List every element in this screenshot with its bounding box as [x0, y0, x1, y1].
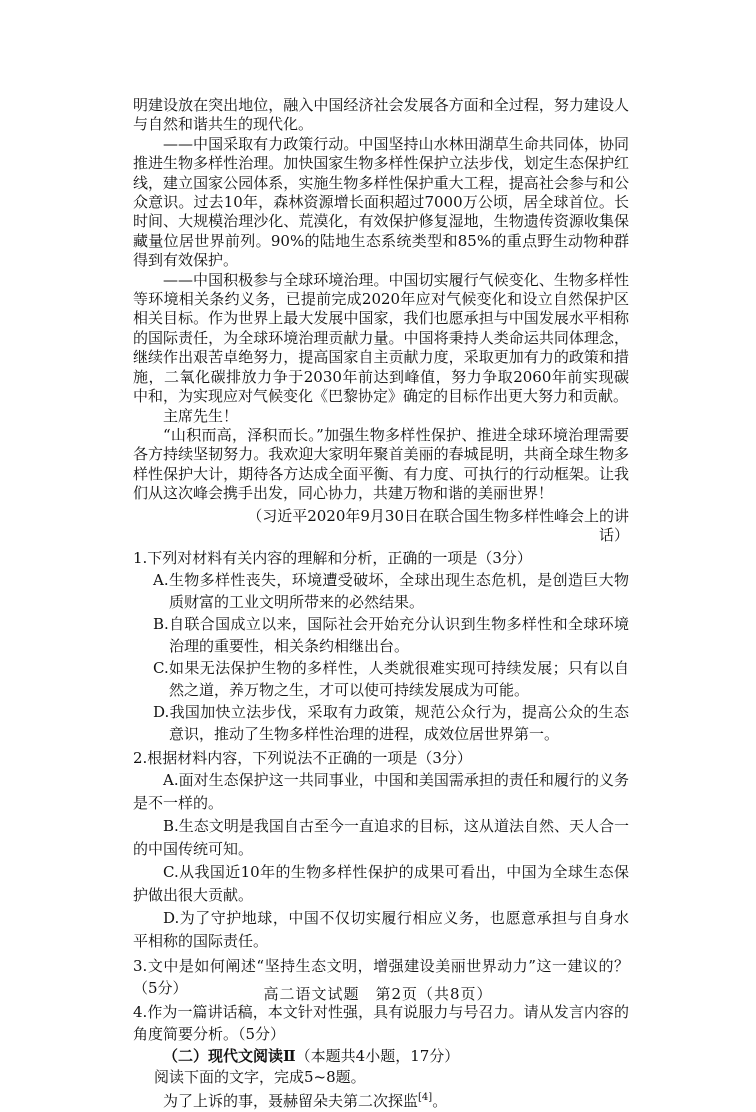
section-2-title: （二）现代文阅读Ⅱ — [163, 1047, 296, 1066]
question-3-stem: 3.文中是如何阐述“坚持生态文明，增强建设美丽世界动力”这一建议的？（5分） — [133, 957, 629, 998]
question-4-stem: 4.作为一篇讲话稿，本文针对性强，具有说服力与号召力。请从发言内容的角度简要分析。（5分） — [133, 1003, 629, 1044]
question-2-option-d: D.为了守护地球，中国不仅切实履行相应义务，也愿意承担与自身水平相称的国际责任。 — [133, 909, 629, 951]
passage-source: （习近平2020年9月30日在联合国生物多样性峰会上的讲话） — [247, 506, 629, 544]
question-1-option-a: A.生物多样性丧失，环境遭受破坏，全球出现生态危机，是创造巨大物质财富的工业文明所带来的必然结果。 — [153, 571, 629, 612]
question-2-stem: 2.根据材料内容，下列说法不正确的一项是（3分） — [133, 749, 472, 768]
question-2-option-a: A.面对生态保护这一共同事业，中国和美国需承担的责任和履行的义务是不一样的。 — [133, 771, 629, 813]
passage-paragraph-1: 明建设放在突出地位，融入中国经济社会发展各方面和全过程，努力建设人与自然和谐共生的现代化。 — [133, 96, 629, 134]
story-first-line — [133, 1087, 629, 1112]
passage-paragraph-2: ——中国采取有力政策行动。中国坚持山水林田湖草生命共同体，协同推进生物多样性治理。加快国家生物多样性保护立法步伐，划定生态保护红线，建立国家公园体系，实施生物多样性保护重大工程，提高社会参与和公众意识。过去10年，森林资源增长面积超过7000万公顷，居全球首位。长时间、大规模治理沙化、荒漠化，有效保护修复湿地，生物遗传资源收集保藏量位居世界前列。90%的陆地生态系统类型和85%的重点野生动物种群得到有效保护。 — [133, 134, 629, 270]
page-content — [133, 96, 629, 1112]
passage-paragraph-3: ——中国积极参与全球环境治理。中国切实履行气候变化、生物多样性等环境相关条约义务，已提前完成2020年应对气候变化和设立自然保护区相关目标。作为世界上最大发展中国家，我们也愿承担与中国发展水平相称的国际责任，为全球环境治理贡献力量。中国将秉持人类命运共同体理念，继续作出艰苦卓绝努力，提高国家自主贡献力度，采取更加有力的政策和措施，二氧化碳排放力争于2030年前达到峰值，努力争取2060年前实现碳中和，为实现应对气候变化《巴黎协定》确定的目标作出更大努力和贡献。 — [133, 270, 629, 406]
section-2-instruction: 阅读下面的文字，完成5~8题。 — [154, 1068, 366, 1087]
passage-salutation: 主席先生！ — [163, 406, 239, 425]
page-footer: 高二语文试题 第2页（共8页） — [263, 985, 493, 1003]
passage-paragraph-closing: “山积而高，泽积而长。”加强生物多样性保护、推进全球环境治理需要各方持续坚韧努力。我欢迎大家明年聚首美丽的春城昆明，共商全球生物多样性保护大计，期待各方达成全面平衡、有力度、可执行的行动框架。让我们从这次峰会携手出发，同心协力，共建万物和谐的美丽世界！ — [133, 425, 629, 503]
section-2-meta: （本题共4小题，17分） — [295, 1047, 460, 1066]
question-2-option-c: C.从我国近10年的生物多样性保护的成果可看出，中国为全球生态保护做出很大贡献。 — [133, 863, 629, 905]
footnote-marker: [4] — [418, 1092, 433, 1104]
question-1-stem: 1.下列对材料有关内容的理解和分析，正确的一项是（3分） — [133, 549, 532, 568]
question-2-option-b: B.生态文明是我国自古至今一直追求的目标，这从道法自然、天人合一的中国传统可知。 — [133, 817, 629, 859]
story-first-line-text: 为了上诉的事，聂赫留朵夫第二次探监 — [163, 1092, 419, 1111]
section-2-heading — [133, 1045, 629, 1067]
question-1-option-c: C.如果无法保护生物的多样性，人类就很难实现可持续发展；只有以自然之道，养万物之生，才可以使可持续发展成为可能。 — [153, 659, 629, 700]
story-first-line-end: 。 — [432, 1092, 448, 1111]
question-1-option-b: B.自联合国成立以来，国际社会开始充分认识到生物多样性和全球环境治理的重要性，相关条约相继出台。 — [153, 615, 629, 656]
question-1-option-d: D.我国加快立法步伐，采取有力政策，规范公众行为，提高公众的生态意识，推动了生物多样性治理的进程，成效位居世界第一。 — [153, 703, 629, 744]
